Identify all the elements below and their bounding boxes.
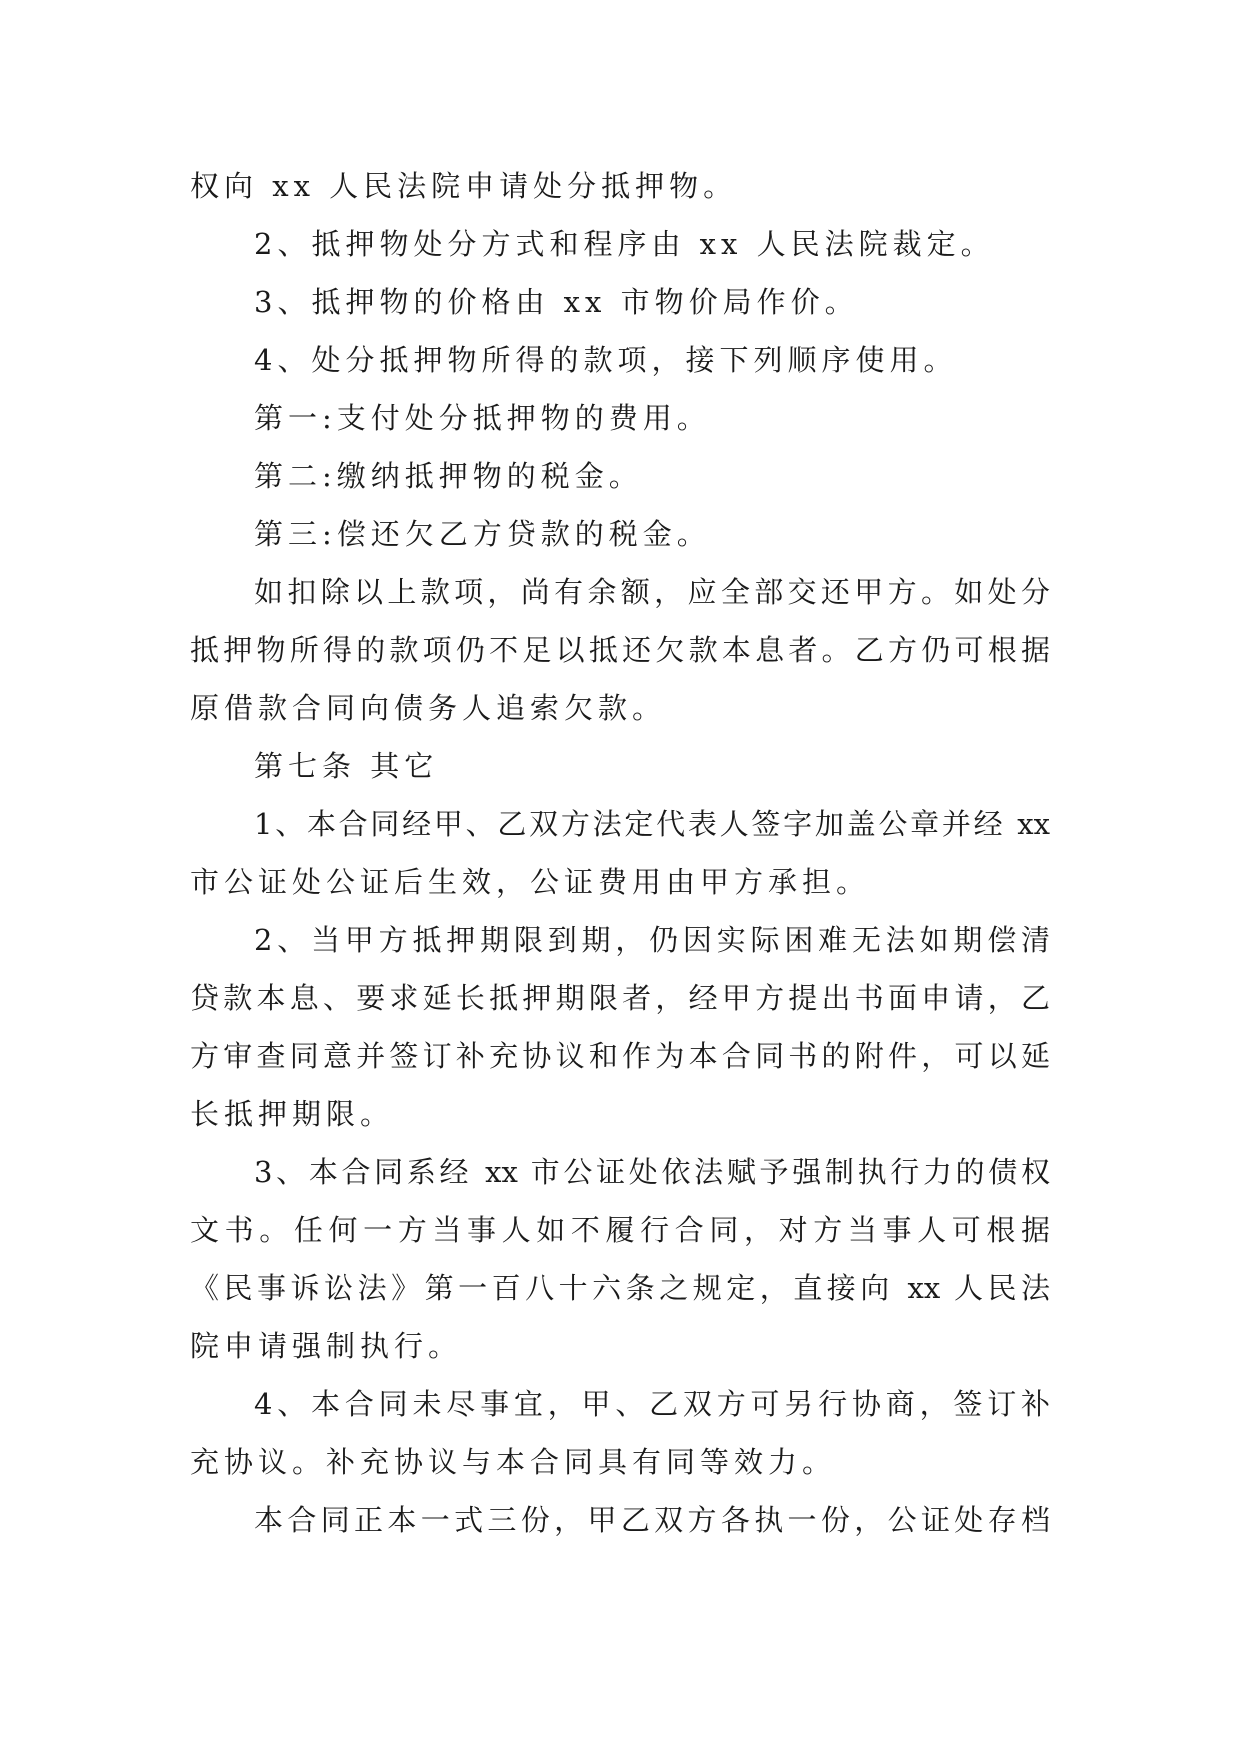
text-line: 如扣除以上款项，尚有余额，应全部交还甲方。如处分 xyxy=(254,575,1050,609)
text-line: 《民事诉讼法》第一百八十六条之规定，直接向 xx 人民法 xyxy=(190,1271,1050,1305)
text-line: 2、抵押物处分方式和程序由 xx 人民法院裁定。 xyxy=(254,227,995,261)
text-line: 第一:支付处分抵押物的费用。 xyxy=(254,401,711,435)
document-page xyxy=(190,157,1050,1549)
text-line: 1、本合同经甲、乙双方法定代表人签字加盖公章并经 xx xyxy=(254,807,1050,841)
text-line: 3、抵押物的价格由 xx 市物价局作价。 xyxy=(254,285,859,319)
section-heading: 第七条 其它 xyxy=(254,749,439,783)
text-line: 本合同正本一式三份，甲乙双方各执一份，公证处存档 xyxy=(254,1503,1050,1537)
text-line: 4、处分抵押物所得的款项，接下列顺序使用。 xyxy=(254,343,958,377)
text-line: 权向 xx 人民法院申请处分抵押物。 xyxy=(190,169,738,203)
text-line: 4、本合同未尽事宜，甲、乙双方可另行协商，签订补 xyxy=(254,1387,1050,1421)
text-line: 抵押物所得的款项仍不足以抵还欠款本息者。乙方仍可根据 xyxy=(190,633,1050,667)
text-line: 院申请强制执行。 xyxy=(190,1329,463,1363)
text-line: 3、本合同系经 xx 市公证处依法赋予强制执行力的债权 xyxy=(254,1155,1050,1189)
text-line: 第三:偿还欠乙方贷款的税金。 xyxy=(254,517,711,551)
text-line: 方审查同意并签订补充协议和作为本合同书的附件，可以延 xyxy=(190,1039,1050,1073)
text-line: 文书。任何一方当事人如不履行合同，对方当事人可根据 xyxy=(190,1213,1050,1247)
text-line: 贷款本息、要求延长抵押期限者，经甲方提出书面申请，乙 xyxy=(190,981,1050,1015)
text-line: 原借款合同向债务人追索欠款。 xyxy=(190,691,667,725)
text-line: 2、当甲方抵押期限到期，仍因实际困难无法如期偿清 xyxy=(254,923,1050,957)
text-line: 市公证处公证后生效，公证费用由甲方承担。 xyxy=(190,865,871,899)
text-line: 第二:缴纳抵押物的税金。 xyxy=(254,459,643,493)
text-line: 长抵押期限。 xyxy=(190,1097,395,1131)
text-line: 充协议。补充协议与本合同具有同等效力。 xyxy=(190,1445,837,1479)
